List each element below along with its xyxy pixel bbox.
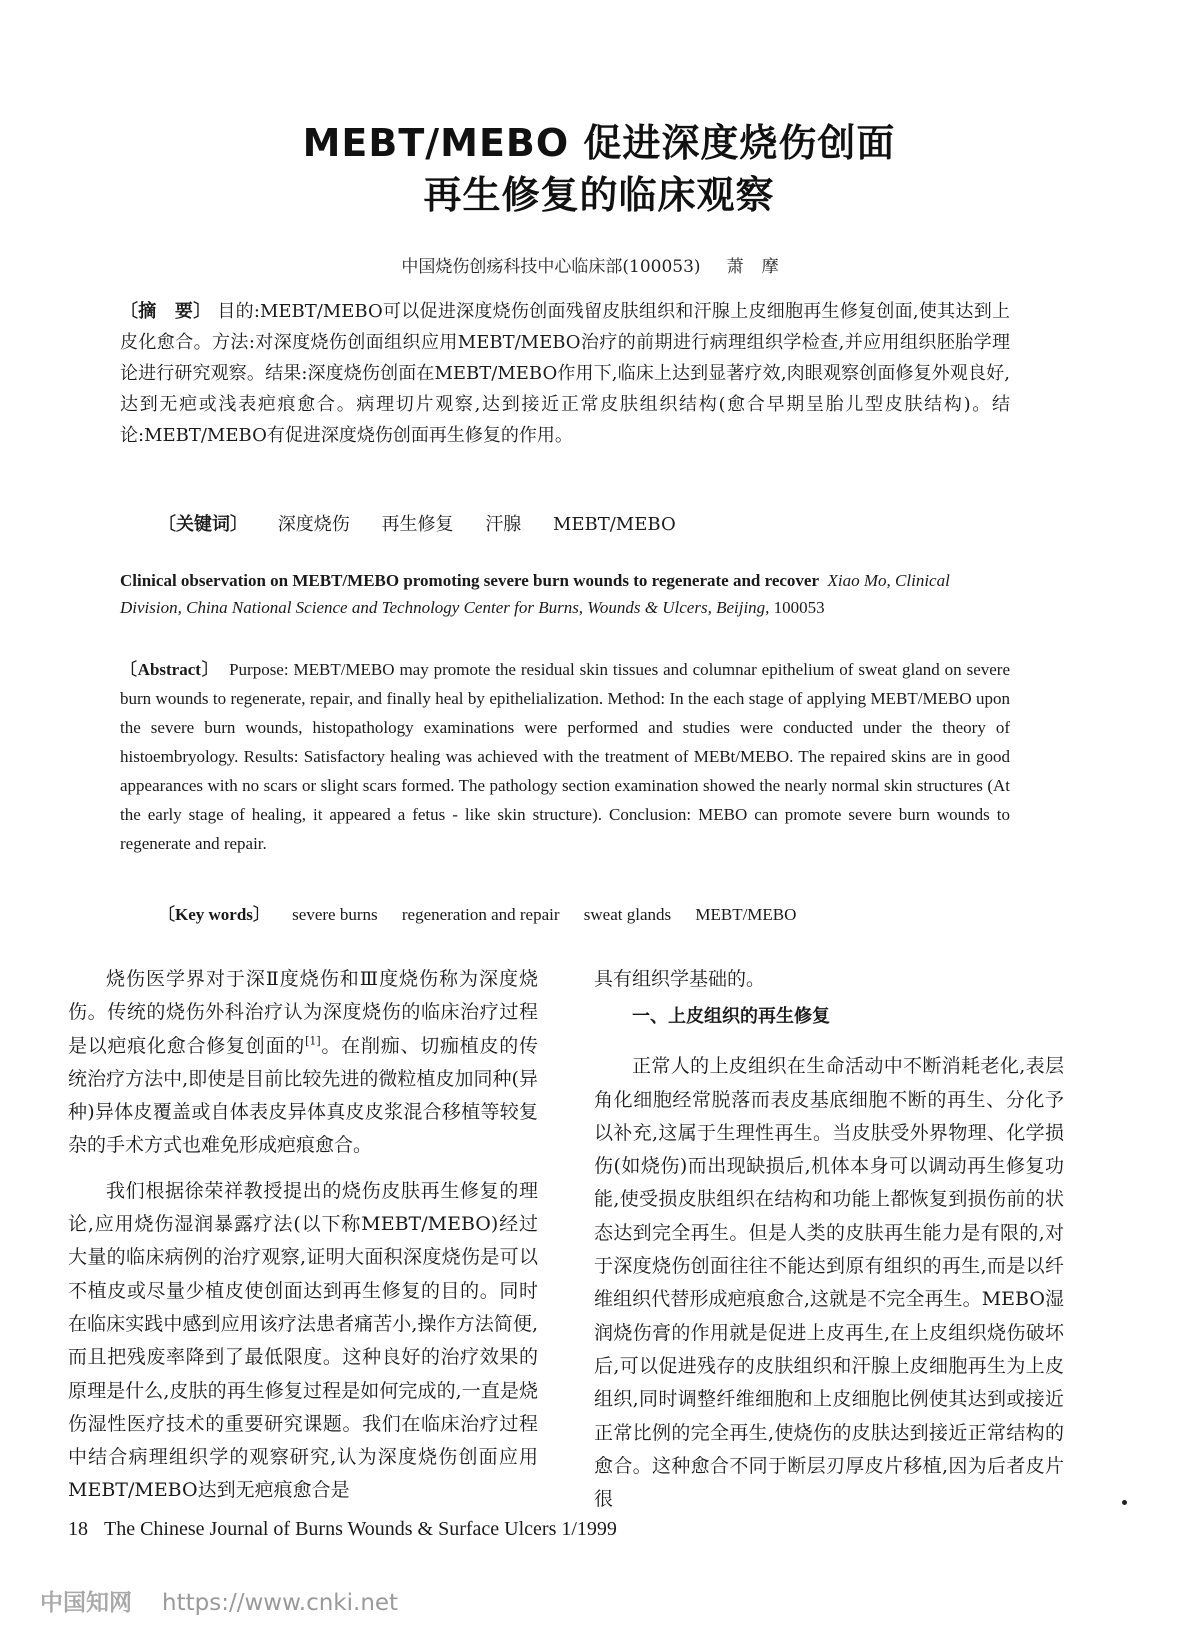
english-keywords	[158, 900, 816, 925]
body-right-column	[594, 963, 1064, 1516]
author-name: 萧摩	[726, 257, 797, 277]
section-heading: 一、上皮组织的再生修复	[632, 1006, 830, 1028]
english-title-block	[120, 567, 1010, 621]
abstract-cn-tag: 〔摘 要〕	[120, 301, 212, 322]
keywords-cn-tag: 〔关键词〕	[158, 514, 248, 535]
keyword-cn: MEBT/MEBO	[552, 514, 676, 535]
page-number: 18	[68, 1518, 88, 1540]
body-paragraph-continued: 具有组织学基础的。	[594, 968, 766, 990]
english-abstract	[120, 655, 1010, 858]
keyword-cn: 深度烧伤	[277, 514, 350, 535]
paper-title-line1: MEBT/MEBO 促进深度烧伤创面	[302, 121, 896, 165]
abstract-en-text: Purpose: MEBT/MEBO may promote the residual skin tissues and columnar epithelium of sweat gland on severe burn wounds to regenerate, repair, and finally heal by epithelialization. Method: In the each stage of applying MEBT/MEBO upon the severe burn wounds, histopathology examinations were performed and studies were conducted under the theory of histoembryology. Results: Satisfactory healing was achieved with the treatment of MEBt/MEBO. The repaired skins are in good appearances with no scars or slight scars formed. The pathology section examination showed the nearly normal skin structures (At the early stage of healing, it appeared a fetus - like skin structure). Conclusion: MEBO can promote severe burn wounds to regenerate and repair.	[120, 660, 1010, 853]
keyword-cn: 汗腺	[485, 514, 522, 535]
citation-ref: [1]	[305, 1034, 321, 1048]
watermark-brand: 中国知网	[40, 1590, 132, 1616]
keyword-en: regeneration and repair	[401, 905, 560, 924]
chinese-keywords	[158, 510, 702, 536]
body-paragraph	[68, 963, 538, 1163]
watermark-url[interactable]: https://www.cnki.net	[162, 1590, 399, 1616]
body-paragraph: 正常人的上皮组织在生命活动中不断消耗老化,表层角化细胞经常脱落而表皮基底细胞不断的再生、分化予以补充,这属于生理性再生。当皮肤受外界物理、化学损伤(如烧伤)而出现缺损后,机体本身可以调动再生修复功能,使受损皮肤组织在结构和功能上都恢复到损伤前的状态达到完全再生。但是人类的皮肤再生能力是有限的,对于深度烧伤创面往往不能达到原有组织的再生,而是以纤维组织代替形成疤痕愈合,这就是不完全再生。MEBO湿润烧伤膏的作用就是促进上皮再生,在上皮组织烧伤破坏后,可以促进残存的皮肤组织和汗腺上皮细胞再生为上皮组织,同时调整纤维细胞和上皮细胞比例使其达到或接近正常比例的完全再生,使烧伤的皮肤达到接近正常结构的愈合。这种愈合不同于断层刃厚皮片移植,因为后者皮片很	[594, 1055, 1064, 1511]
body-text: 。在削痂、切痂植皮的传统治疗方法中,即使是目前比较先进的微粒植皮加同种(异种)异体皮覆盖或自体表皮异体真皮皮浆混合移植等较复杂的手术方式也难免形成疤痕愈合。	[68, 1034, 538, 1157]
author-affiliation	[0, 252, 1198, 277]
english-authors: Xiao Mo, Clinical Division, China National Science and Technology Center for Burns, Wounds & Ulcers, Beijing,	[120, 571, 950, 617]
scan-mark	[1122, 1500, 1127, 1505]
keyword-en: severe burns	[292, 905, 378, 924]
journal-name: The Chinese Journal of Burns Wounds & Surface Ulcers 1/1999	[104, 1518, 617, 1540]
keyword-cn: 再生修复	[381, 514, 454, 535]
keyword-en: MEBT/MEBO	[695, 905, 797, 924]
abstract-en-tag: 〔Abstract〕	[120, 660, 220, 679]
affiliation-text: 中国烧伤创疡科技中心临床部(100053)	[401, 257, 701, 277]
chinese-abstract	[120, 296, 1010, 451]
page-footer	[68, 1518, 617, 1541]
keyword-en: sweat glands	[583, 905, 672, 924]
paper-title-line2: 再生修复的临床观察	[423, 173, 775, 217]
english-postcode: 100053	[773, 598, 825, 617]
body-text: 烧伤医学界对于深Ⅱ度烧伤和Ⅲ度烧伤称为深度烧伤。传统的烧伤外科治疗认为深度烧伤的临床治疗过程是以疤痕化愈合修复创面的	[68, 968, 538, 1057]
keywords-en-tag: 〔Key words〕	[158, 905, 270, 924]
body-paragraph: 我们根据徐荣祥教授提出的烧伤皮肤再生修复的理论,应用烧伤湿润暴露疗法(以下称MEBT/MEBO)经过大量的临床病例的治疗观察,证明大面积深度烧伤是可以不植皮或尽量少植皮使创面达到再生修复的目的。同时在临床实践中感到应用该疗法患者痛苦小,操作方法简便,而且把残废率降到了最低限度。这种良好的治疗效果的原理是什么,皮肤的再生修复过程是如何完成的,一直是烧伤湿性医疗技术的重要研究课题。我们在临床治疗过程中结合病理组织学的观察研究,认为深度烧伤创面应用MEBT/MEBO达到无疤痕愈合是	[68, 1179, 538, 1502]
body-left-column	[68, 963, 538, 1508]
abstract-cn-text: 目的:MEBT/MEBO可以促进深度烧伤创面残留皮肤组织和汗腺上皮细胞再生修复创面,使其达到上皮化愈合。方法:对深度烧伤创面组织应用MEBT/MEBO治疗的前期进行病理组织学检查,并应用组织胚胎学理论进行研究观察。结果:深度烧伤创面在MEBT/MEBO作用下,临床上达到显著疗效,肉眼观察创面修复外观良好,达到无疤或浅表疤痕愈合。病理切片观察,达到接近正常皮肤组织结构(愈合早期呈胎儿型皮肤结构)。结论:MEBT/MEBO有促进深度烧伤创面再生修复的作用。	[120, 301, 1010, 446]
english-title: Clinical observation on MEBT/MEBO promoting severe burn wounds to regenerate and recover	[120, 571, 820, 590]
watermark	[40, 1584, 398, 1617]
